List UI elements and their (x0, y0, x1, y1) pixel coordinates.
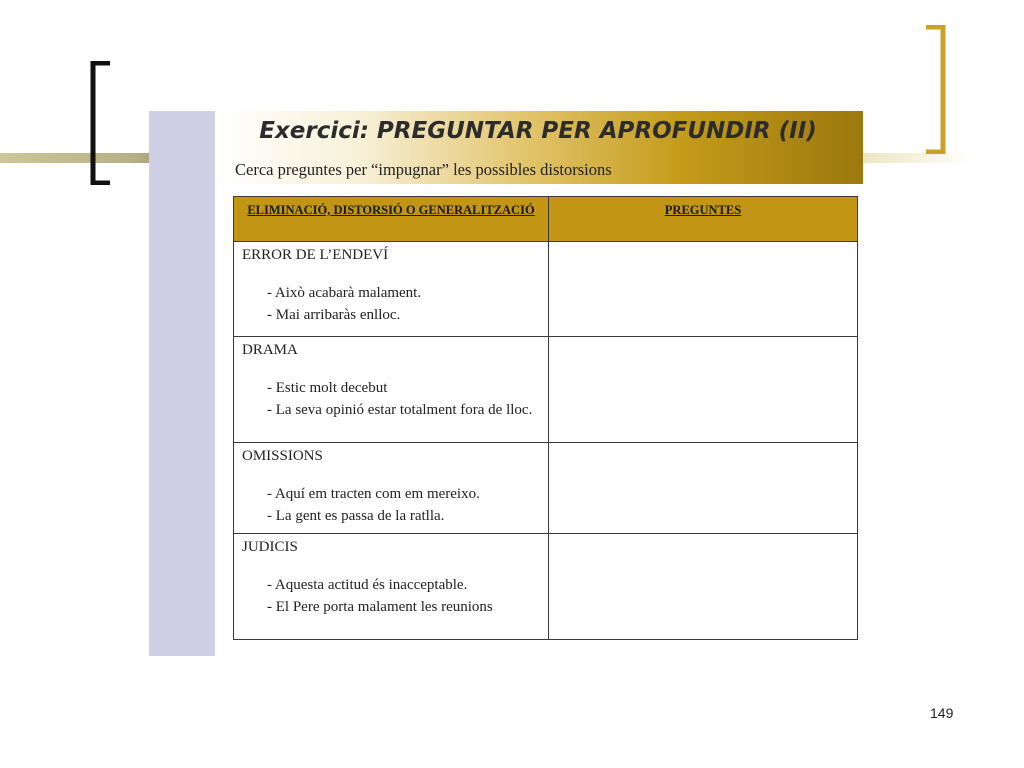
example-list (242, 284, 540, 325)
example-list (242, 485, 540, 526)
exercise-table (233, 196, 858, 640)
table-row (234, 242, 858, 337)
left-bracket-icon (90, 61, 112, 185)
distortion-cell (234, 534, 549, 640)
questions-cell (549, 337, 858, 443)
table-header-row (234, 197, 858, 242)
row-title: JUDICIS (242, 539, 298, 555)
header-distortion: ELIMINACIÓ, DISTORSIÓ O GENERALITZACIÓ (234, 197, 549, 242)
example-item: - Estic molt decebut (267, 380, 388, 396)
example-item: - La gent es passa de la ratlla. (267, 508, 445, 524)
example-list (242, 379, 540, 420)
slide-subtitle: Cerca preguntes per “impugnar” les possibles distorsions (235, 160, 612, 179)
questions-cell (549, 534, 858, 640)
row-title: DRAMA (242, 342, 298, 358)
page-number: 149 (930, 705, 954, 721)
table-row (234, 337, 858, 443)
example-item: - La seva opinió estar totalment fora de lloc. (267, 402, 533, 418)
row-title: ERROR DE L’ENDEVÍ (242, 247, 389, 263)
example-item: - El Pere porta malament les reunions (267, 599, 493, 615)
distortion-cell (234, 443, 549, 534)
slide-title: Exercici: PREGUNTAR PER APROFUNDIR (II) (259, 118, 817, 144)
distortion-cell (234, 337, 549, 443)
distortion-cell (234, 242, 549, 337)
side-panel (149, 111, 215, 656)
right-bracket-icon (924, 25, 946, 154)
example-item: - Aquí em tracten com em mereixo. (267, 486, 480, 502)
example-item: - Aquesta actitud és inacceptable. (267, 577, 468, 593)
questions-cell (549, 242, 858, 337)
questions-cell (549, 443, 858, 534)
row-title: OMISSIONS (242, 448, 323, 464)
example-list (242, 576, 540, 617)
example-item: - Mai arribaràs enlloc. (267, 307, 401, 323)
table-row (234, 534, 858, 640)
table-row (234, 443, 858, 534)
example-item: - Això acabarà malament. (267, 285, 422, 301)
decorative-band-right (862, 153, 972, 163)
header-questions: PREGUNTES (549, 197, 858, 242)
